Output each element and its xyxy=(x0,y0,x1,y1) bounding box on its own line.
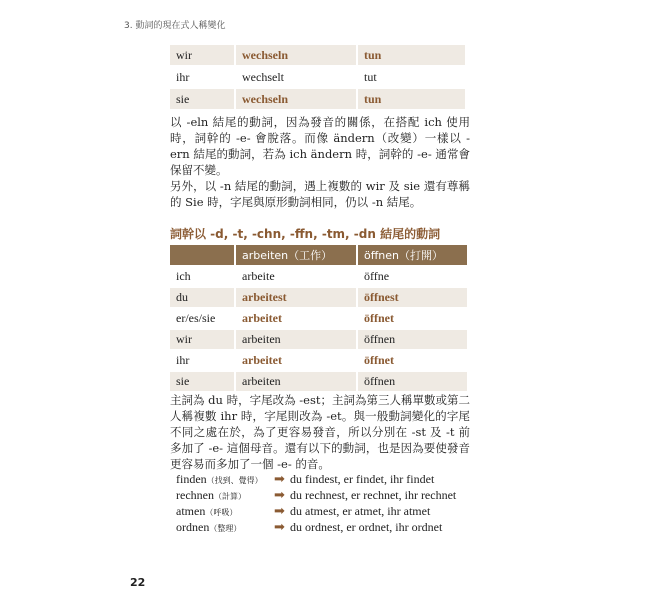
table-row xyxy=(170,308,468,329)
example-gloss: （計算） xyxy=(213,492,246,501)
arrow-right-icon: ➡ xyxy=(274,471,285,486)
pronoun-cell: er/es/sie xyxy=(170,308,235,329)
header-cell: öffnen（打開） xyxy=(357,245,468,266)
example-gloss: （呼吸） xyxy=(205,508,238,517)
table-row xyxy=(170,266,468,287)
example-forms: du findest, er findet, ihr findet xyxy=(290,472,435,486)
pronoun-cell: sie xyxy=(170,371,235,392)
table-row xyxy=(170,350,468,371)
form-cell: arbeiten xyxy=(235,371,357,392)
table-row xyxy=(170,371,468,392)
table-row xyxy=(170,88,466,110)
form-cell: arbeitet xyxy=(235,350,357,371)
pronoun-cell: sie xyxy=(170,88,235,110)
paragraph-eln-ern: 以 -eln 結尾的動詞，因為發音的關係，在搭配 ich 使用時，詞幹的 -e- 會脫落。而像 ändern（改變）一樣以 -ern 結尾的動詞，若為 ich ändern 時，詞幹的 -e- 通常會保留不變。 xyxy=(170,115,470,177)
form-cell: öffnest xyxy=(357,287,468,308)
example-line xyxy=(176,520,476,536)
example-verb: finden（找到、覺得） xyxy=(176,472,263,486)
form-cell: wechseln xyxy=(235,88,357,110)
form-cell: arbeitet xyxy=(235,308,357,329)
pronoun-cell: ihr xyxy=(170,350,235,371)
page-number: 22 xyxy=(130,576,146,589)
table-header-row xyxy=(170,245,468,266)
form-cell: tut xyxy=(357,66,466,88)
example-gloss: （找到、覺得） xyxy=(206,476,263,485)
form-cell: wechselt xyxy=(235,66,357,88)
arrow-right-icon: ➡ xyxy=(274,503,285,518)
example-gloss: （整理） xyxy=(209,524,242,533)
section-title: 詞幹以 -d, -t, -chn, -ffn, -tm, -dn 結尾的動詞 xyxy=(170,227,441,241)
table-row xyxy=(170,45,466,66)
example-line xyxy=(176,504,476,520)
example-verb: rechnen（計算） xyxy=(176,488,246,502)
table-row xyxy=(170,287,468,308)
pronoun-cell: wir xyxy=(170,329,235,350)
example-forms: du atmest, er atmet, ihr atmet xyxy=(290,504,431,518)
pronoun-cell: ich xyxy=(170,266,235,287)
pronoun-cell: ihr xyxy=(170,66,235,88)
conjugation-table-wechseln-tun xyxy=(170,45,467,111)
table-row xyxy=(170,66,466,88)
form-cell: arbeitest xyxy=(235,287,357,308)
running-header: 3. 動詞的現在式人稱變化 xyxy=(124,21,226,31)
form-cell: öffne xyxy=(357,266,468,287)
example-line xyxy=(176,472,476,488)
form-cell: tun xyxy=(357,45,466,66)
example-forms: du ordnest, er ordnet, ihr ordnet xyxy=(290,520,443,534)
form-cell: öffnet xyxy=(357,308,468,329)
form-cell: öffnen xyxy=(357,371,468,392)
table-row xyxy=(170,329,468,350)
paragraph-n-ending: 另外，以 -n 結尾的動詞，遇上複數的 wir 及 sie 還有尊稱的 Sie 時，字尾與原形動詞相同，仍以 -n 結尾。 xyxy=(170,179,470,209)
form-cell: tun xyxy=(357,88,466,110)
arrow-right-icon: ➡ xyxy=(274,487,285,502)
example-forms: du rechnest, er rechnet, ihr rechnet xyxy=(290,488,457,502)
form-cell: öffnen xyxy=(357,329,468,350)
form-cell: arbeiten xyxy=(235,329,357,350)
header-cell: arbeiten（工作） xyxy=(235,245,357,266)
example-line xyxy=(176,488,476,504)
example-verb: atmen（呼吸） xyxy=(176,504,238,518)
pronoun-cell: wir xyxy=(170,45,235,66)
form-cell: arbeite xyxy=(235,266,357,287)
header-cell xyxy=(170,245,235,266)
form-cell: öffnet xyxy=(357,350,468,371)
pronoun-cell: du xyxy=(170,287,235,308)
conjugation-table-arbeiten-oeffnen xyxy=(170,245,469,393)
arrow-right-icon: ➡ xyxy=(274,519,285,534)
example-verb: ordnen（整理） xyxy=(176,520,242,534)
form-cell: wechseln xyxy=(235,45,357,66)
paragraph-du-est: 主詞為 du 時，字尾改為 -est；主詞為第三人稱單數或第二人稱複數 ihr 時，字尾則改為 -et。與一般動詞變化的字尾不同之處在於，為了更容易發音，所以分別在 -st 及 -t 前多加了 -e- 這個母音。還有以下的動詞，也是因為要使發音更容易而多加了一個 -e- 的音。 xyxy=(170,393,470,471)
